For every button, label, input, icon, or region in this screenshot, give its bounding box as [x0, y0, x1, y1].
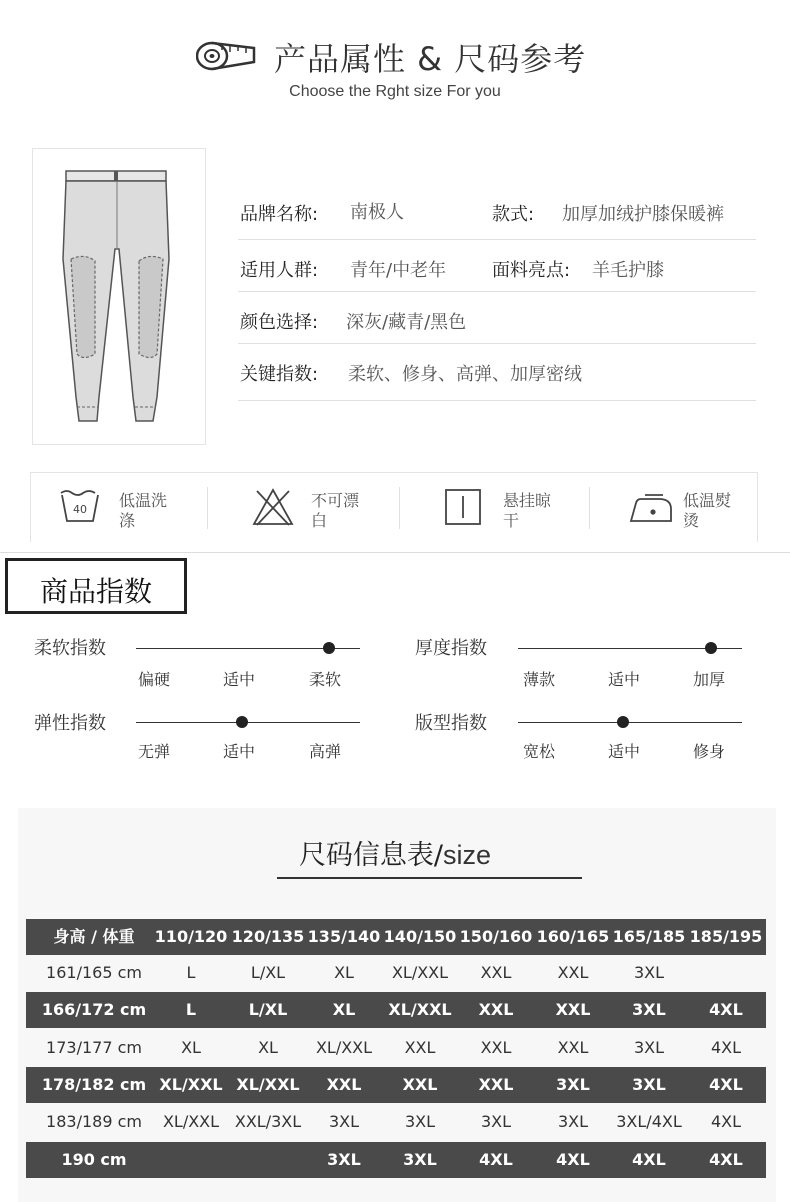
page-subtitle: Choose the Rght size For you: [289, 83, 501, 100]
divider: [399, 487, 400, 529]
table-cell: 3XL: [327, 1150, 361, 1169]
divider: [277, 877, 582, 879]
care-item-dry: [441, 473, 591, 543]
softness-index-label: 柔软指数: [34, 638, 106, 659]
thickness-index-label: 厚度指数: [415, 638, 487, 659]
care-instructions: [30, 472, 758, 542]
low-iron-icon: [627, 487, 675, 527]
softness-tick: 柔软: [308, 670, 341, 689]
table-cell: 4XL: [709, 1075, 743, 1094]
divider: [0, 552, 790, 553]
thickness-tick: 加厚: [692, 670, 725, 689]
table-cell: XL/XXL: [162, 1112, 220, 1131]
size-title-cn: 尺码信息表/: [298, 840, 444, 871]
table-cell: 3XL: [633, 963, 665, 982]
table-cell: XXL: [478, 1075, 514, 1094]
care-item-wash: [57, 473, 207, 543]
divider: [207, 487, 208, 529]
table-cell: 4XL: [556, 1150, 590, 1169]
key-index-label: 关键指数:: [240, 364, 319, 385]
table-cell: 3XL: [480, 1112, 512, 1131]
table-cell: 190 cm: [61, 1150, 127, 1169]
softness-tick: 偏硬: [137, 670, 170, 689]
svg-text:40: 40: [73, 503, 87, 516]
table-header-cell: 110/120: [154, 927, 228, 946]
table-cell: 183/189 cm: [46, 1112, 142, 1131]
table-cell: XL: [258, 1038, 278, 1057]
fabric-value: 羊毛护膝: [592, 260, 664, 281]
table-header-cell: 135/140: [307, 927, 381, 946]
table-cell: XL/XXL: [388, 1000, 452, 1019]
table-header-row: [26, 919, 766, 955]
table-row: [26, 992, 766, 1028]
divider: [589, 487, 590, 529]
thickness-tick: 适中: [607, 670, 640, 689]
table-cell: 166/172 cm: [41, 1000, 147, 1019]
table-cell: XL: [181, 1038, 201, 1057]
hang-dry-icon: [443, 487, 483, 527]
fabric-label: 面料亮点:: [492, 260, 571, 281]
table-row: [26, 955, 766, 991]
table-cell: XL: [332, 1000, 356, 1019]
style-value: 加厚加绒护膝保暖裤: [562, 204, 724, 225]
table-cell: XXL: [557, 963, 589, 982]
elasticity-tick: 适中: [222, 742, 255, 761]
table-row: [26, 1067, 766, 1103]
audience-label: 适用人群:: [240, 260, 319, 281]
measuring-tape-icon: [196, 40, 258, 72]
table-cell: XXL: [555, 1000, 591, 1019]
table-cell: XXL: [402, 1075, 438, 1094]
fit-scale-line: [518, 722, 742, 723]
care-item-bleach: [249, 473, 399, 543]
product-index-header: [5, 558, 187, 614]
table-cell: XL/XXL: [315, 1038, 373, 1057]
brand-label: 品牌名称:: [240, 204, 319, 225]
softness-scale-marker: [323, 642, 335, 654]
table-header-cell: 120/135: [231, 927, 305, 946]
table-cell: 3XL: [403, 1150, 437, 1169]
color-label: 颜色选择:: [240, 312, 319, 333]
brand-value: 南极人: [350, 202, 404, 223]
table-cell: 4XL: [710, 1112, 742, 1131]
table-cell: 4XL: [479, 1150, 513, 1169]
table-cell: 3XL/4XL: [616, 1112, 682, 1131]
table-cell: [230, 1142, 306, 1178]
pants-illustration: [32, 148, 206, 445]
care-text-dry: 悬挂晾干: [503, 491, 552, 530]
table-cell: XXL: [480, 963, 512, 982]
table-cell: 178/182 cm: [41, 1075, 147, 1094]
softness-tick: 适中: [222, 670, 255, 689]
elasticity-tick: 高弹: [308, 742, 341, 761]
table-cell: 4XL: [632, 1150, 666, 1169]
care-text-bleach: 不可漂白: [311, 491, 360, 530]
attr-row-audience: [238, 240, 756, 292]
table-header-cell: 150/160: [459, 927, 533, 946]
elasticity-index-label: 弹性指数: [34, 713, 106, 734]
page-title: 产品属性 & 尺码参考: [274, 40, 587, 78]
attr-row-index: [238, 344, 756, 401]
key-index-value: 柔软、修身、高弹、加厚密绒: [348, 364, 582, 385]
product-index-title: 商品指数: [39, 575, 152, 608]
table-cell: [153, 1142, 229, 1178]
fit-index-label: 版型指数: [415, 713, 487, 734]
table-cell: 3XL: [557, 1112, 589, 1131]
fit-tick: 宽松: [522, 742, 555, 761]
table-cell: XXL: [478, 1000, 514, 1019]
fit-scale-marker: [617, 716, 629, 728]
size-title-en: size: [443, 840, 492, 870]
table-cell: 3XL: [556, 1075, 590, 1094]
care-text-iron: 低温熨烫: [683, 491, 732, 530]
style-label: 款式:: [492, 204, 535, 225]
care-text-wash: 低温洗涤: [119, 491, 168, 530]
table-cell: XXL/3XL: [234, 1112, 302, 1131]
fit-tick: 适中: [607, 742, 640, 761]
table-header-cell: 身高 / 体重: [53, 927, 135, 946]
table-header-cell: 140/150: [383, 927, 457, 946]
no-bleach-icon: [251, 487, 295, 527]
table-cell: XL: [334, 963, 354, 982]
table-cell: 3XL: [632, 1075, 666, 1094]
table-row: [26, 1142, 766, 1178]
table-row: [26, 1030, 766, 1066]
wash-40-icon: [59, 487, 101, 525]
table-cell: 4XL: [710, 1038, 742, 1057]
table-cell: XXL: [557, 1038, 589, 1057]
table-cell: 4XL: [709, 1000, 743, 1019]
table-cell: XXL: [326, 1075, 362, 1094]
table-header-cell: 185/195: [689, 927, 763, 946]
table-cell: 4XL: [709, 1150, 743, 1169]
attr-row-color: [238, 292, 756, 344]
audience-value: 青年/中老年: [350, 260, 447, 281]
thickness-tick: 薄款: [522, 670, 555, 689]
color-value: 深灰/藏青/黑色: [346, 312, 467, 333]
pants-icon: [33, 149, 207, 446]
table-cell: L/XL: [250, 963, 286, 982]
table-cell: 161/165 cm: [46, 963, 142, 982]
table-cell: 173/177 cm: [46, 1038, 142, 1057]
care-item-iron: [627, 473, 757, 543]
table-cell: L: [186, 963, 196, 982]
elasticity-tick: 无弹: [137, 742, 170, 761]
table-cell: XL/XXL: [236, 1075, 300, 1094]
elasticity-scale-marker: [236, 716, 248, 728]
table-cell: L: [185, 1000, 197, 1019]
elasticity-scale-line: [136, 722, 360, 723]
table-cell: [686, 955, 766, 991]
table-header-cell: 160/165: [536, 927, 610, 946]
table-cell: 3XL: [633, 1038, 665, 1057]
table-cell: 3XL: [632, 1000, 666, 1019]
table-cell: XXL: [404, 1038, 436, 1057]
table-row: [26, 1104, 766, 1140]
table-header-cell: 165/185: [612, 927, 686, 946]
table-cell: XL/XXL: [159, 1075, 223, 1094]
thickness-scale-marker: [705, 642, 717, 654]
attr-row-brand: [238, 182, 756, 240]
table-cell: 3XL: [328, 1112, 360, 1131]
table-cell: L/XL: [248, 1000, 288, 1019]
size-table-title: [0, 833, 790, 872]
table-cell: 3XL: [404, 1112, 436, 1131]
table-cell: XL/XXL: [391, 963, 449, 982]
fit-tick: 修身: [692, 742, 725, 761]
table-cell: XXL: [480, 1038, 512, 1057]
header-section: [0, 0, 790, 120]
